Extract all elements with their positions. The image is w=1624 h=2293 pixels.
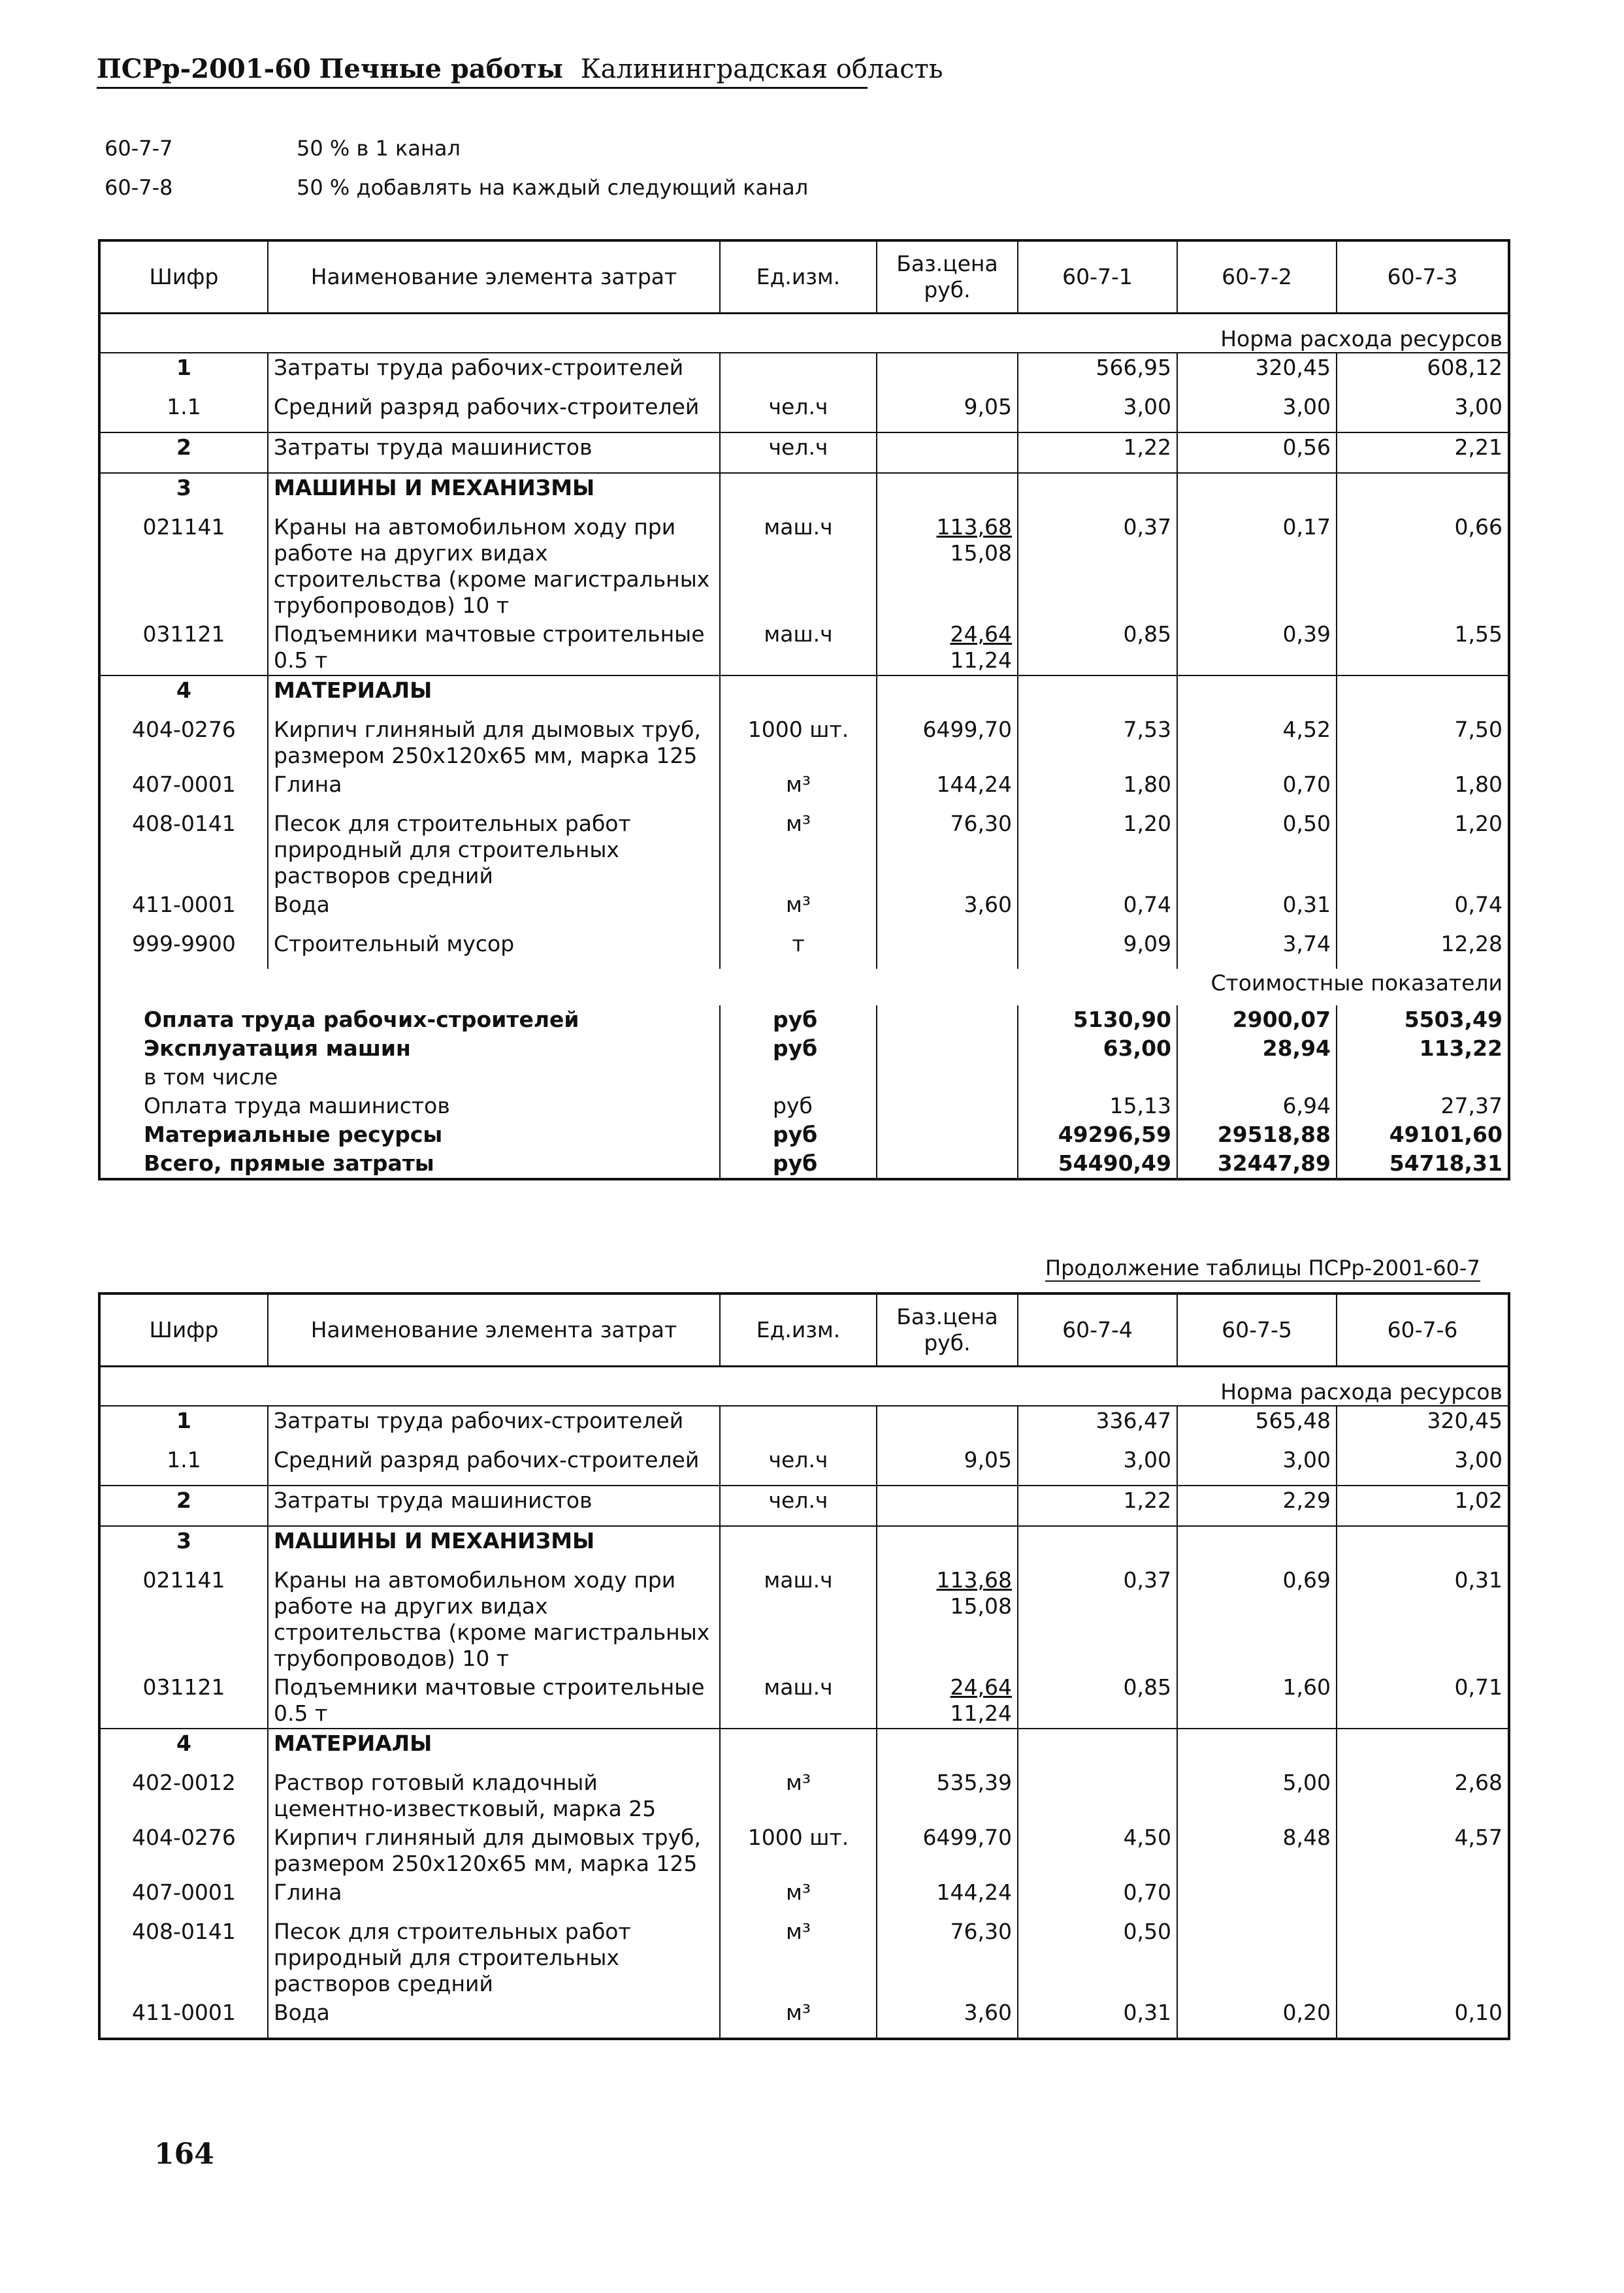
row-unit	[720, 1406, 877, 1446]
table-row	[99, 1998, 1509, 2039]
row-value: 0,39	[1177, 620, 1337, 675]
header-price: Баз.цена руб.	[877, 1293, 1018, 1367]
row-value	[1177, 1917, 1337, 1998]
row-value: 7,53	[1018, 715, 1177, 770]
cost-caption-row	[99, 969, 1509, 1005]
row-code: 021141	[99, 1566, 268, 1673]
norm-caption: Норма расхода ресурсов	[99, 1367, 1509, 1407]
row-unit: м³	[720, 1998, 877, 2039]
row-value: 1,22	[1018, 432, 1177, 473]
cost-price-empty	[877, 1120, 1018, 1149]
row-code: 021141	[99, 513, 268, 620]
row-name: Затраты труда машинистов	[268, 1486, 720, 1526]
row-value: 1,22	[1018, 1486, 1177, 1526]
row-unit: т	[720, 930, 877, 969]
row-value	[1177, 675, 1337, 715]
row-name: Затраты труда рабочих-строителей	[268, 353, 720, 393]
norm-caption-row	[99, 314, 1509, 353]
row-price-main: 144,24	[936, 1879, 1012, 1905]
row-value: 0,56	[1177, 432, 1337, 473]
row-value: 9,09	[1018, 930, 1177, 969]
row-name: Песок для строительных работ природный для строительных растворов средний	[268, 809, 720, 890]
row-price	[877, 620, 1018, 675]
row-value: 1,02	[1337, 1486, 1509, 1526]
row-name: Подъемники мачтовые строительные 0.5 т	[268, 620, 720, 675]
row-price	[877, 1406, 1018, 1446]
row-price	[877, 393, 1018, 432]
row-price	[877, 890, 1018, 930]
row-code: 1.1	[99, 1446, 268, 1486]
row-value: 0,31	[1454, 1567, 1502, 1593]
row-value: 0,10	[1454, 2000, 1502, 2025]
row-name: Средний разряд рабочих-строителей	[268, 1446, 720, 1486]
row-price	[877, 473, 1018, 513]
row-code: 3	[99, 473, 268, 513]
row-value: 0,20	[1177, 1998, 1337, 2039]
row-value	[1018, 473, 1177, 513]
row-name: МАШИНЫ И МЕХАНИЗМЫ	[268, 473, 720, 513]
cost-price-empty	[877, 1005, 1018, 1034]
row-unit: чел.ч	[720, 393, 877, 432]
continuation-caption: Продолжение таблицы ПСРр-2001-60-7	[1045, 1256, 1480, 1280]
row-name: Вода	[268, 890, 720, 930]
cost-row	[99, 1120, 1509, 1149]
row-name: Кирпич глиняный для дымовых труб, размером 250x120x65 мм, марка 125	[268, 1823, 720, 1878]
cost-price-empty	[877, 1034, 1018, 1063]
cost-value: 113,22	[1419, 1035, 1502, 1061]
cost-value: 49101,60	[1389, 1122, 1502, 1147]
row-code: 3	[99, 1526, 268, 1566]
resource-table-1	[98, 239, 1510, 1180]
row-value: 336,47	[1018, 1406, 1177, 1446]
row-unit: м³	[720, 1878, 877, 1917]
row-value: 0,31	[1177, 890, 1337, 930]
row-value: 566,95	[1018, 353, 1177, 393]
row-price	[877, 353, 1018, 393]
row-value: 3,00	[1018, 1446, 1177, 1486]
row-name: Строительный мусор	[268, 930, 720, 969]
row-code: 407-0001	[99, 1878, 268, 1917]
row-code: 1	[99, 1406, 268, 1446]
row-price	[877, 1729, 1018, 1768]
cost-value: 29518,88	[1177, 1120, 1337, 1149]
cost-value: 6,94	[1177, 1092, 1337, 1120]
table-row	[99, 675, 1509, 715]
row-name: Затраты труда машинистов	[268, 432, 720, 473]
row-value: 0,85	[1018, 620, 1177, 675]
row-price-main: 3,60	[964, 892, 1012, 917]
cost-value	[1337, 1063, 1509, 1092]
table-row	[99, 432, 1509, 473]
row-unit: маш.ч	[720, 620, 877, 675]
row-value: 1,55	[1454, 621, 1502, 647]
document-region: Калининградская область	[580, 54, 943, 84]
cost-unit: руб	[720, 1149, 877, 1179]
row-value	[1177, 473, 1337, 513]
document-title: Печные работы	[319, 54, 563, 84]
row-price-main: 9,05	[964, 394, 1012, 419]
page-number: 164	[154, 2138, 214, 2171]
row-value	[1018, 675, 1177, 715]
row-code: 999-9900	[99, 930, 268, 969]
row-unit: маш.ч	[720, 1566, 877, 1673]
row-value	[1018, 1729, 1177, 1768]
row-value	[1018, 1526, 1177, 1566]
cost-row	[99, 1005, 1509, 1034]
note-code: 60-7-8	[105, 175, 173, 200]
row-price	[877, 809, 1018, 890]
row-name: МАТЕРИАЛЫ	[268, 1729, 720, 1768]
row-value: 7,50	[1454, 717, 1502, 742]
row-unit: маш.ч	[720, 1673, 877, 1729]
row-code: 402-0012	[99, 1768, 268, 1823]
table-row	[99, 1729, 1509, 1768]
row-code: 1	[99, 353, 268, 393]
row-value: 3,00	[1018, 393, 1177, 432]
row-code: 404-0276	[99, 715, 268, 770]
row-price	[877, 1768, 1018, 1823]
row-value	[1177, 1878, 1337, 1917]
row-code: 407-0001	[99, 770, 268, 809]
row-value: 8,48	[1177, 1823, 1337, 1878]
table-row	[99, 473, 1509, 513]
row-code: 411-0001	[99, 890, 268, 930]
cost-name: в том числе	[99, 1063, 720, 1092]
row-value: 1,80	[1018, 770, 1177, 809]
row-unit: 1000 шт.	[720, 715, 877, 770]
row-price	[877, 1917, 1018, 1998]
row-code: 411-0001	[99, 1998, 268, 2039]
row-value: 4,50	[1018, 1823, 1177, 1878]
row-price	[877, 930, 1018, 969]
cost-value: 54490,49	[1018, 1149, 1177, 1179]
cost-value: 32447,89	[1177, 1149, 1337, 1179]
document-code: ПСРр-2001-60	[97, 54, 311, 84]
row-code: 408-0141	[99, 809, 268, 890]
row-code: 1.1	[99, 393, 268, 432]
row-value: 3,00	[1177, 1446, 1337, 1486]
row-value: 2,29	[1177, 1486, 1337, 1526]
row-unit	[720, 353, 877, 393]
row-unit: м³	[720, 1917, 877, 1998]
row-value	[1177, 1526, 1337, 1566]
row-price-operator: 15,08	[950, 1593, 1012, 1619]
cost-value: 15,13	[1018, 1092, 1177, 1120]
row-unit	[720, 675, 877, 715]
cost-unit	[720, 1063, 877, 1092]
cost-price-empty	[877, 1063, 1018, 1092]
header-price: Баз.цена руб.	[877, 240, 1018, 314]
row-value: 1,20	[1454, 811, 1502, 836]
row-value: 0,37	[1018, 513, 1177, 620]
row-price-main: 535,39	[936, 1770, 1012, 1795]
row-unit: 1000 шт.	[720, 1823, 877, 1878]
table-row	[99, 1878, 1509, 1917]
row-price	[877, 1446, 1018, 1486]
row-code: 4	[99, 1729, 268, 1768]
row-name: Краны на автомобильном ходу при работе на других видах строительства (кроме магистральных трубопроводов) 10 т	[268, 1566, 720, 1673]
row-price	[877, 770, 1018, 809]
cost-value: 27,37	[1440, 1093, 1502, 1118]
table-row	[99, 513, 1509, 620]
cost-name: Всего, прямые затраты	[99, 1149, 720, 1179]
header-column: 60-7-5	[1177, 1293, 1337, 1367]
header-name: Наименование элемента затрат	[268, 240, 720, 314]
row-value: 2,21	[1337, 432, 1509, 473]
row-value: 0,74	[1018, 890, 1177, 930]
table-row	[99, 770, 1509, 809]
row-code: 031121	[99, 620, 268, 675]
cost-unit: руб	[720, 1005, 877, 1034]
row-price-operator: 11,24	[950, 1700, 1012, 1726]
row-value: 3,00	[1454, 1447, 1502, 1472]
row-value: 3,00	[1177, 393, 1337, 432]
cost-price-empty	[877, 1092, 1018, 1120]
row-value	[1337, 675, 1509, 715]
cost-price-empty	[877, 1149, 1018, 1179]
row-value: 0,17	[1177, 513, 1337, 620]
row-price-main: 76,30	[950, 1919, 1012, 1944]
header-unit: Ед.изм.	[720, 240, 877, 314]
row-value	[1018, 1768, 1177, 1823]
row-value: 3,74	[1177, 930, 1337, 969]
table-row	[99, 809, 1509, 890]
note-row	[105, 175, 808, 214]
row-price-main: 24,64	[950, 1674, 1012, 1700]
row-unit: м³	[720, 890, 877, 930]
row-price	[877, 675, 1018, 715]
cost-value: 63,00	[1018, 1034, 1177, 1063]
cost-caption: Стоимостные показатели	[1210, 970, 1502, 996]
row-unit: чел.ч	[720, 1446, 877, 1486]
cost-value: 49296,59	[1018, 1120, 1177, 1149]
table-header-row	[99, 240, 1509, 314]
row-value	[1337, 1878, 1509, 1917]
cost-row	[99, 1034, 1509, 1063]
note-text: 50 % добавлять на каждый следующий канал	[297, 175, 809, 200]
header-column: 60-7-6	[1337, 1293, 1509, 1367]
header-name: Наименование элемента затрат	[268, 1293, 720, 1367]
row-price-main: 144,24	[936, 772, 1012, 797]
cost-row	[99, 1149, 1509, 1179]
table-row	[99, 1526, 1509, 1566]
row-price-main: 3,60	[964, 2000, 1012, 2025]
row-unit	[720, 473, 877, 513]
note-text: 50 % в 1 канал	[297, 136, 461, 161]
table-row	[99, 930, 1509, 969]
row-unit	[720, 1729, 877, 1768]
row-unit: маш.ч	[720, 513, 877, 620]
header-column: 60-7-3	[1337, 240, 1509, 314]
row-value	[1177, 1729, 1337, 1768]
row-name: Глина	[268, 1878, 720, 1917]
row-price-main: 24,64	[950, 621, 1012, 647]
cost-unit: руб	[720, 1092, 877, 1120]
row-name: Вода	[268, 1998, 720, 2039]
row-unit	[720, 1526, 877, 1566]
row-unit: чел.ч	[720, 1486, 877, 1526]
cost-unit: руб	[720, 1034, 877, 1063]
norm-caption-row	[99, 1367, 1509, 1407]
row-name: Подъемники мачтовые строительные 0.5 т	[268, 1673, 720, 1729]
table-row	[99, 393, 1509, 432]
row-price	[877, 1673, 1018, 1729]
row-price	[877, 1526, 1018, 1566]
cost-value: 5130,90	[1018, 1005, 1177, 1034]
row-price	[877, 513, 1018, 620]
cost-name: Материальные ресурсы	[99, 1120, 720, 1149]
row-unit: м³	[720, 1768, 877, 1823]
header-column: 60-7-4	[1018, 1293, 1177, 1367]
row-value: 1,80	[1454, 772, 1502, 797]
cost-name: Эксплуатация машин	[99, 1034, 720, 1063]
table-row	[99, 620, 1509, 675]
cost-value: 54718,31	[1389, 1150, 1502, 1176]
row-name: Раствор готовый кладочный цементно-известковый, марка 25	[268, 1768, 720, 1823]
row-price	[877, 1878, 1018, 1917]
cost-value	[1177, 1063, 1337, 1092]
row-value: 0,50	[1177, 809, 1337, 890]
row-unit: м³	[720, 809, 877, 890]
header-code: Шифр	[99, 1293, 268, 1367]
table-row	[99, 890, 1509, 930]
row-name: МАТЕРИАЛЫ	[268, 675, 720, 715]
cost-name: Оплата труда рабочих-строителей	[99, 1005, 720, 1034]
row-value: 608,12	[1427, 355, 1502, 380]
row-value	[1337, 1526, 1509, 1566]
table-row	[99, 1917, 1509, 1998]
cost-row	[99, 1063, 1509, 1092]
row-value: 0,69	[1177, 1566, 1337, 1673]
row-price	[877, 1998, 1018, 2039]
cost-value: 2900,07	[1177, 1005, 1337, 1034]
row-value: 2,68	[1454, 1770, 1502, 1795]
row-value: 5,00	[1177, 1768, 1337, 1823]
row-price	[877, 1823, 1018, 1878]
table-row	[99, 1823, 1509, 1878]
table-row	[99, 1406, 1509, 1446]
table-row	[99, 1446, 1509, 1486]
row-name: Краны на автомобильном ходу при работе на других видах строительства (кроме магистральных трубопроводов) 10 т	[268, 513, 720, 620]
row-value: 0,70	[1018, 1878, 1177, 1917]
table-row	[99, 353, 1509, 393]
row-price-main: 113,68	[936, 1567, 1012, 1593]
row-name: Песок для строительных работ природный для строительных растворов средний	[268, 1917, 720, 1998]
row-value	[1337, 473, 1509, 513]
row-name: Затраты труда рабочих-строителей	[268, 1406, 720, 1446]
cost-name: Оплата труда машинистов	[99, 1092, 720, 1120]
row-price	[877, 1486, 1018, 1526]
row-value: 0,37	[1018, 1566, 1177, 1673]
header-unit: Ед.изм.	[720, 1293, 877, 1367]
notes-block	[105, 136, 808, 214]
row-value	[1337, 1729, 1509, 1768]
row-value: 320,45	[1177, 353, 1337, 393]
row-name: Средний разряд рабочих-строителей	[268, 393, 720, 432]
row-code: 031121	[99, 1673, 268, 1729]
cost-value	[1018, 1063, 1177, 1092]
table-header-row	[99, 1293, 1509, 1367]
row-name: Кирпич глиняный для дымовых труб, размером 250x120x65 мм, марка 125	[268, 715, 720, 770]
row-price-main: 113,68	[936, 514, 1012, 540]
row-value: 12,28	[1440, 931, 1502, 956]
row-value: 4,52	[1177, 715, 1337, 770]
row-price-main: 9,05	[964, 1447, 1012, 1472]
row-price	[877, 715, 1018, 770]
row-value: 0,71	[1454, 1674, 1502, 1700]
cost-value: 5503,49	[1404, 1007, 1502, 1032]
row-value: 0,74	[1454, 892, 1502, 917]
table-row	[99, 715, 1509, 770]
row-value: 3,00	[1454, 394, 1502, 419]
row-price-main: 76,30	[950, 811, 1012, 836]
row-code: 4	[99, 675, 268, 715]
row-code: 2	[99, 1486, 268, 1526]
page-header	[97, 54, 943, 89]
table-row	[99, 1673, 1509, 1729]
row-unit: м³	[720, 770, 877, 809]
note-row	[105, 136, 808, 175]
row-value: 4,57	[1454, 1825, 1502, 1850]
cost-row	[99, 1092, 1509, 1120]
row-code: 408-0141	[99, 1917, 268, 1998]
table-row	[99, 1768, 1509, 1823]
row-code: 404-0276	[99, 1823, 268, 1878]
cost-unit: руб	[720, 1120, 877, 1149]
row-value: 0,66	[1454, 514, 1502, 540]
row-unit: чел.ч	[720, 432, 877, 473]
row-value: 1,20	[1018, 809, 1177, 890]
row-name: МАШИНЫ И МЕХАНИЗМЫ	[268, 1526, 720, 1566]
row-name: Глина	[268, 770, 720, 809]
row-value: 0,85	[1018, 1673, 1177, 1729]
table-row	[99, 1566, 1509, 1673]
row-value: 0,70	[1177, 770, 1337, 809]
row-value: 0,50	[1018, 1917, 1177, 1998]
row-price	[877, 432, 1018, 473]
norm-caption: Норма расхода ресурсов	[99, 314, 1509, 353]
row-value: 320,45	[1427, 1408, 1502, 1433]
row-value	[1337, 1917, 1509, 1998]
row-value: 0,31	[1018, 1998, 1177, 2039]
header-column: 60-7-1	[1018, 240, 1177, 314]
row-price	[877, 1566, 1018, 1673]
row-value: 1,60	[1177, 1673, 1337, 1729]
row-price-main: 6499,70	[922, 1825, 1012, 1850]
resource-table-2	[98, 1292, 1510, 2040]
row-code: 2	[99, 432, 268, 473]
table-row	[99, 1486, 1509, 1526]
cost-value: 28,94	[1177, 1034, 1337, 1063]
row-price-operator: 15,08	[950, 540, 1012, 566]
row-price-operator: 11,24	[950, 647, 1012, 673]
header-column: 60-7-2	[1177, 240, 1337, 314]
row-price-main: 6499,70	[922, 717, 1012, 742]
note-code: 60-7-7	[105, 136, 173, 161]
row-value: 565,48	[1177, 1406, 1337, 1446]
header-code: Шифр	[99, 240, 268, 314]
